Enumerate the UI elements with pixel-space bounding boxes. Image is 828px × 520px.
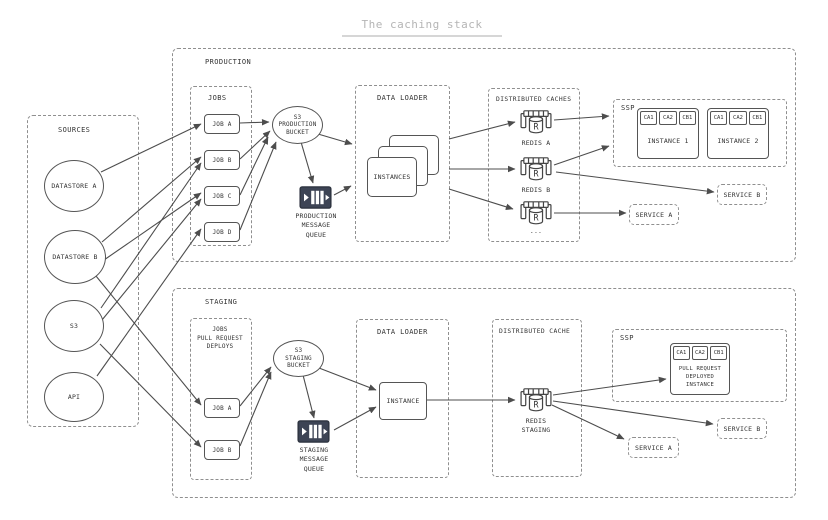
staging-job-b-label: JOB B <box>212 446 232 454</box>
production-job-c <box>204 186 240 206</box>
production-s3-bucket <box>272 106 323 144</box>
staging-queue-line2: MESSAGE <box>299 455 329 464</box>
production-service-b <box>717 184 767 205</box>
staging-data-loader-label: DATA LOADER <box>377 328 428 336</box>
staging-jobs-label <box>190 326 250 352</box>
ssp-instance-1-caches <box>638 109 698 125</box>
staging-cache-label: DISTRIBUTED CACHE <box>499 328 571 335</box>
staging-queue-line3: QUEUE <box>303 464 325 473</box>
production-queue-line1: PRODUCTION <box>295 212 337 220</box>
production-queue-line3: QUEUE <box>305 230 327 239</box>
cache-box: CA1 <box>673 346 690 360</box>
production-job-a-label: JOB A <box>212 120 232 128</box>
staging-service-b <box>717 418 767 439</box>
source-datastore-b <box>44 230 106 284</box>
staging-service-a <box>628 437 679 458</box>
source-datastore-a-label: DATASTORE A <box>51 181 97 190</box>
ssp-instance-2-name: INSTANCE 2 <box>717 136 759 145</box>
staging-jobs-label-line3: DEPLOYS <box>206 343 234 351</box>
cache-box: CA1 <box>710 111 727 125</box>
message-queue-icon <box>299 186 332 209</box>
production-jobs-label: JOBS <box>208 94 227 102</box>
redis-a-icon <box>519 108 553 136</box>
staging-instance-label: INSTANCE <box>386 397 420 405</box>
message-queue-icon <box>297 420 330 443</box>
pr-instance-name-line2: DEPLOYED <box>685 373 715 380</box>
production-service-b-label: SERVICE B <box>723 190 761 199</box>
production-job-b-label: JOB B <box>212 156 232 164</box>
staging-jobs-label-line1: JOBS <box>212 326 228 333</box>
production-job-d <box>204 222 240 242</box>
redis-a-caption: REDIS A <box>521 139 551 147</box>
redis-a-letter: R <box>533 121 539 132</box>
redis-more-icon <box>519 199 553 227</box>
production-job-b <box>204 150 240 170</box>
redis-more-letter: R <box>533 212 539 223</box>
production-data-loader-label: DATA LOADER <box>377 94 428 102</box>
production-service-a-label: SERVICE A <box>635 210 673 219</box>
production-caches-label: DISTRIBUTED CACHES <box>496 96 572 103</box>
production-job-c-label: JOB C <box>212 192 232 200</box>
pr-instance-caches <box>671 344 729 360</box>
ssp-instance-2 <box>707 108 769 159</box>
staging-job-a <box>204 398 240 418</box>
cache-box: CB1 <box>749 111 766 125</box>
production-s3-bucket-line1: S3 <box>293 113 302 121</box>
ssp-instance-1-name: INSTANCE 1 <box>647 136 689 145</box>
production-ssp-label: SSP <box>621 104 635 112</box>
source-s3 <box>44 300 104 352</box>
staging-job-b <box>204 440 240 460</box>
staging-service-b-label: SERVICE B <box>723 424 761 433</box>
cache-box: CA2 <box>659 111 676 125</box>
production-queue-line2: MESSAGE <box>301 221 331 230</box>
production-group-label: PRODUCTION <box>205 58 252 66</box>
instances-stack-front <box>367 157 417 197</box>
cache-box: CB1 <box>710 346 727 360</box>
production-s3-bucket-line3: BUCKET <box>286 128 309 136</box>
instances-label: INSTANCES <box>373 173 411 181</box>
staging-ssp-label: SSP <box>620 334 634 342</box>
pull-request-deployed-instance <box>670 343 730 395</box>
redis-staging-caption <box>506 417 566 436</box>
staging-service-a-label: SERVICE A <box>634 443 673 452</box>
production-job-d-label: JOB D <box>212 228 232 236</box>
staging-queue-caption <box>282 446 346 474</box>
cache-box: CB1 <box>679 111 696 125</box>
sources-group-label: SOURCES <box>58 126 91 134</box>
staging-s3-bucket-line2: STAGING <box>285 354 312 362</box>
pr-instance-name-line1: PULL REQUEST <box>678 365 722 372</box>
redis-b-letter: R <box>533 168 539 179</box>
production-job-a <box>204 114 240 134</box>
staging-job-a-label: JOB A <box>212 404 232 412</box>
cache-box: CA2 <box>729 111 746 125</box>
source-datastore-a <box>44 160 104 212</box>
staging-s3-bucket-line1: S3 <box>294 347 303 355</box>
production-s3-bucket-line2: PRODUCTION <box>278 121 317 129</box>
staging-queue-line1: STAGING <box>299 446 329 454</box>
staging-instance <box>379 382 427 420</box>
source-s3-label: S3 <box>69 321 79 330</box>
redis-b-caption: REDIS B <box>521 186 551 194</box>
page-title: The caching stack <box>342 18 502 37</box>
staging-jobs-label-line2: PULL REQUEST <box>197 334 243 342</box>
redis-b-icon <box>519 155 553 183</box>
cache-box: CA2 <box>692 346 709 360</box>
source-api-label: API <box>67 392 81 401</box>
redis-more-caption: ... <box>529 227 543 235</box>
staging-s3-bucket-line3: BUCKET <box>287 362 310 370</box>
redis-staging-icon <box>519 386 553 414</box>
pr-instance-name-line3: INSTANCE <box>685 382 715 389</box>
redis-staging-letter: R <box>533 399 539 410</box>
production-queue-caption <box>284 212 348 240</box>
pr-instance-name <box>671 360 729 394</box>
redis-staging-line1: REDIS <box>525 417 547 425</box>
source-api <box>44 372 104 422</box>
staging-group-label: STAGING <box>205 298 238 306</box>
cache-box: CA1 <box>640 111 657 125</box>
ssp-instance-1 <box>637 108 699 159</box>
production-service-a <box>629 204 679 225</box>
source-datastore-b-label: DATASTORE B <box>52 252 98 261</box>
redis-staging-line2: STAGING <box>521 426 551 435</box>
staging-s3-bucket <box>273 340 324 377</box>
ssp-instance-2-caches <box>708 109 768 125</box>
